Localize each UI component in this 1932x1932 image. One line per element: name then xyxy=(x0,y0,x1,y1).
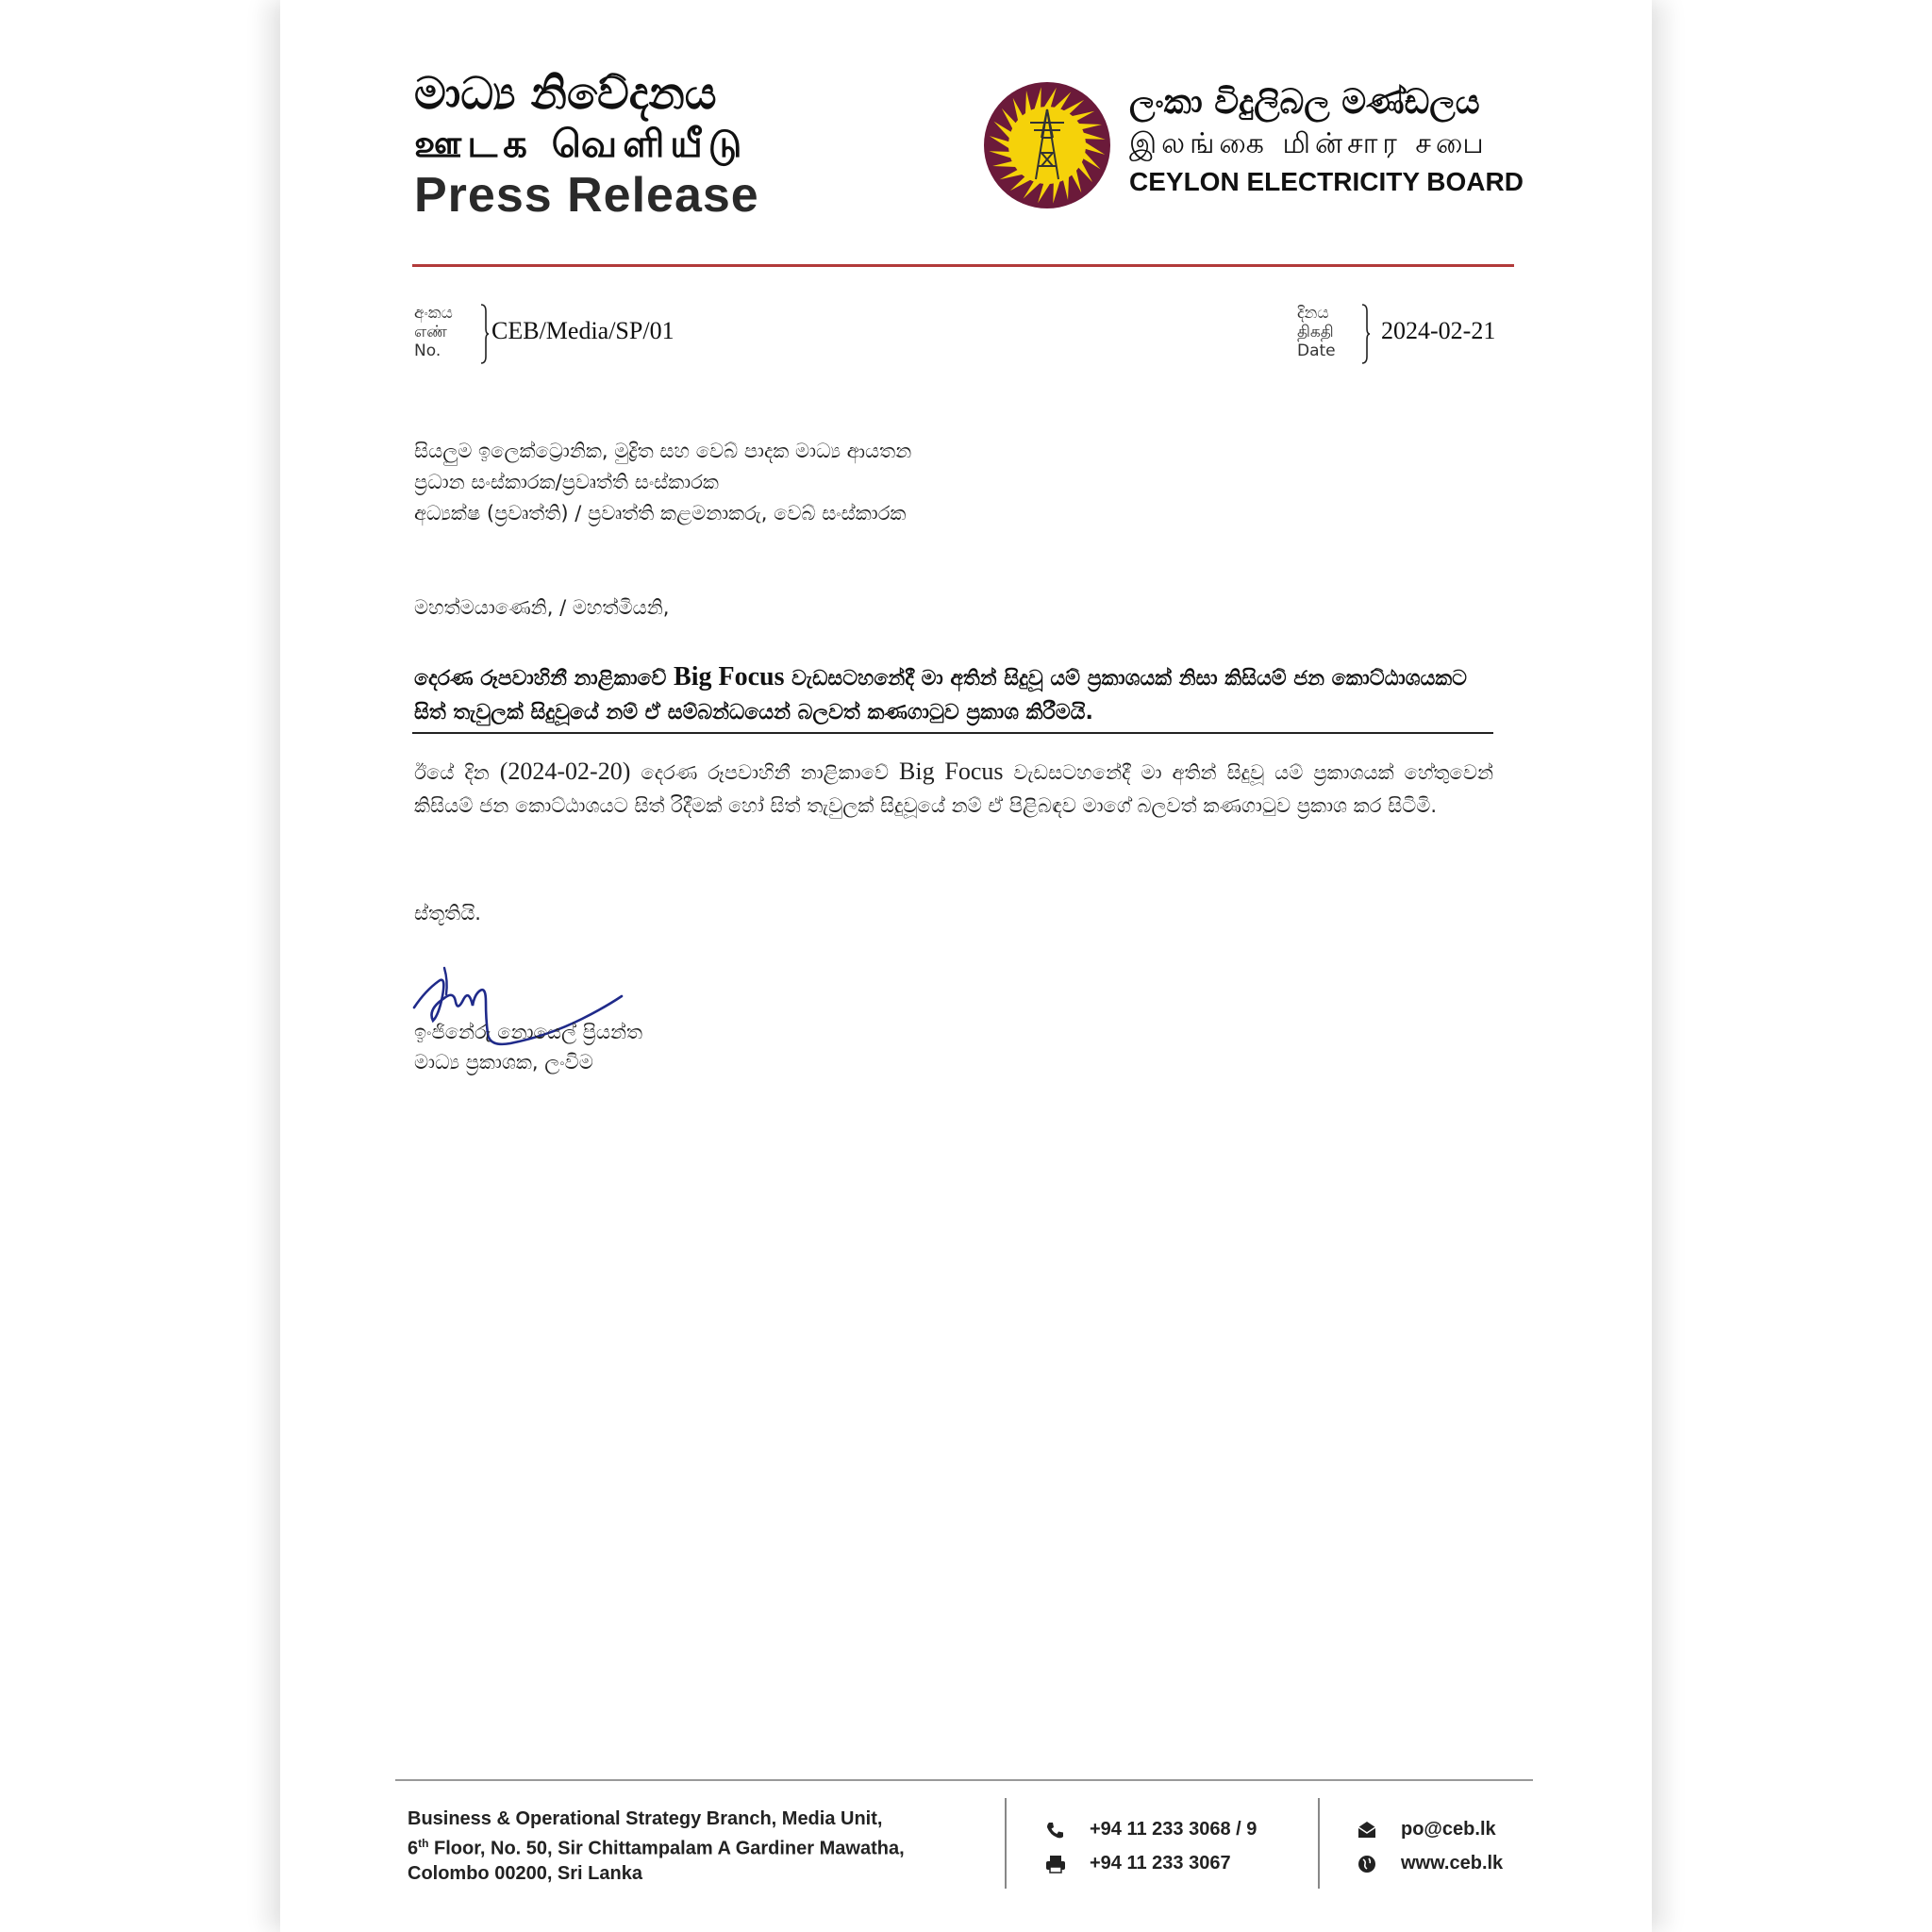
email-link[interactable]: po@ceb.lk xyxy=(1401,1819,1496,1840)
ref-label-tamil: எண் xyxy=(414,323,447,341)
signer-block xyxy=(414,1017,642,1077)
subject-text: වැඩසටහනේදී මා අතින් සිදුවූ යම් ප්‍රකාශයක් නිසා කිසියම් ජන කොට්ඨාශයකට සිත් තැවුලක් සිදුවූයේ නම් ඒ සම්බන්ධයෙන් බලවත් කණගාටුව ප්‍රකාශ කිරීමයි. xyxy=(414,667,1467,724)
addressee-block xyxy=(414,436,911,529)
title-english: Press Release xyxy=(414,168,759,223)
phone-number[interactable]: +94 11 233 3068 / 9 xyxy=(1090,1819,1257,1840)
date-value: 2024-02-21 xyxy=(1381,317,1496,344)
body-text: ඊයේ දින xyxy=(414,761,500,784)
addressee-line: ප්‍රධාන සංස්කාරක/ප්‍රවෘත්ති සංස්කාරක xyxy=(414,471,719,493)
body-program-name: Big Focus xyxy=(899,758,1004,785)
press-release-heading xyxy=(414,68,810,223)
body-text: දෙරණ රූපවාහිනී නාළිකාවේ xyxy=(630,761,900,784)
signer-name: ඉංජිනේරු නොයෙල් ප්‍රියන්ත xyxy=(414,1021,643,1043)
phone-icon xyxy=(1044,1820,1067,1840)
reference-labels xyxy=(414,304,453,360)
website-link[interactable]: www.ceb.lk xyxy=(1401,1853,1504,1874)
footer-separator xyxy=(1005,1798,1007,1889)
date-label-sinhala: දිනය xyxy=(1297,304,1329,323)
body-text: වැඩසටහනේදී මා අතින් සිදුවූ යම් ප්‍රකාශයක් හේතුවෙන් කිසියම් ජන කොට්ඨාශයට සිත් රිදීමක් හෝ සිත් තැවුලක් සිදුවූයේ නම් ඒ පිළිබඳව මාගේ බලවත් කණගාටුව ප්‍රකාශ කර සිටිමි. xyxy=(414,761,1494,817)
fax-number[interactable]: +94 11 233 3067 xyxy=(1090,1853,1231,1874)
body-paragraph xyxy=(414,755,1493,823)
address-line: 6th Floor, No. 50, Sir Chittampalam A Gardiner Mawatha, xyxy=(408,1837,905,1859)
email-icon xyxy=(1356,1820,1378,1840)
subject-program-name: Big Focus xyxy=(674,662,785,691)
header-divider xyxy=(412,264,1514,267)
org-name-english: CEYLON ELECTRICITY BOARD xyxy=(1129,167,1524,196)
fax-contact xyxy=(1044,1853,1231,1874)
title-tamil: ஊடக வெளியீடு xyxy=(414,123,748,166)
subject-text: දෙරණ රූපවාහිනී නාළිකාවේ xyxy=(414,667,675,691)
date-label-tamil: திகதி xyxy=(1297,323,1334,341)
date-brace-icon xyxy=(1361,304,1371,364)
salutation: මහත්මයාණෙනි, / මහත්මියනි, xyxy=(414,596,670,619)
address-line: Colombo 00200, Sri Lanka xyxy=(408,1862,642,1884)
footer-divider xyxy=(395,1779,1533,1781)
signer-title: මාධ්‍ය ප්‍රකාශක, ලංවිම xyxy=(414,1051,593,1074)
addressee-line: අධ්‍යක්ෂ (ප්‍රවෘත්ති) / ප්‍රවෘත්ති කළමනාකරු, වෙබ් සංස්කාරක xyxy=(414,502,907,525)
date-labels xyxy=(1297,304,1336,360)
organization-name xyxy=(1129,81,1525,200)
org-name-tamil: இலங்கை மின்சார சபை xyxy=(1129,127,1489,160)
email-contact xyxy=(1356,1819,1496,1840)
website-contact xyxy=(1356,1853,1503,1874)
phone-contact xyxy=(1044,1819,1257,1840)
address-line: Business & Operational Strategy Branch, Media Unit, xyxy=(408,1808,883,1829)
ref-label-english: No. xyxy=(414,341,441,360)
ref-label-sinhala: අංකය xyxy=(414,304,453,323)
fax-icon xyxy=(1044,1854,1067,1874)
org-name-sinhala: ලංකා විදුලිබල මණ්ඩලය xyxy=(1129,83,1480,122)
press-release-page xyxy=(280,0,1652,1932)
footer-separator xyxy=(1318,1798,1320,1889)
ceb-logo-icon xyxy=(983,81,1111,209)
body-date: (2024-02-20) xyxy=(499,758,631,785)
ref-brace-icon xyxy=(480,304,490,364)
globe-icon xyxy=(1356,1854,1378,1874)
subject-underline xyxy=(412,732,1493,734)
title-sinhala: මාධ්‍ය නිවේදනය xyxy=(414,68,717,120)
footer-address xyxy=(408,1807,905,1886)
closing: ස්තූතියි. xyxy=(414,902,481,924)
date-label-english: Date xyxy=(1297,341,1336,360)
addressee-line: සියලුම ඉලෙක්ට්‍රොනික, මුද්‍රිත සහ වෙබ් පාදක මාධ්‍ය ආයතන xyxy=(414,440,912,462)
reference-value: CEB/Media/SP/01 xyxy=(491,317,675,344)
subject-heading xyxy=(414,660,1493,730)
